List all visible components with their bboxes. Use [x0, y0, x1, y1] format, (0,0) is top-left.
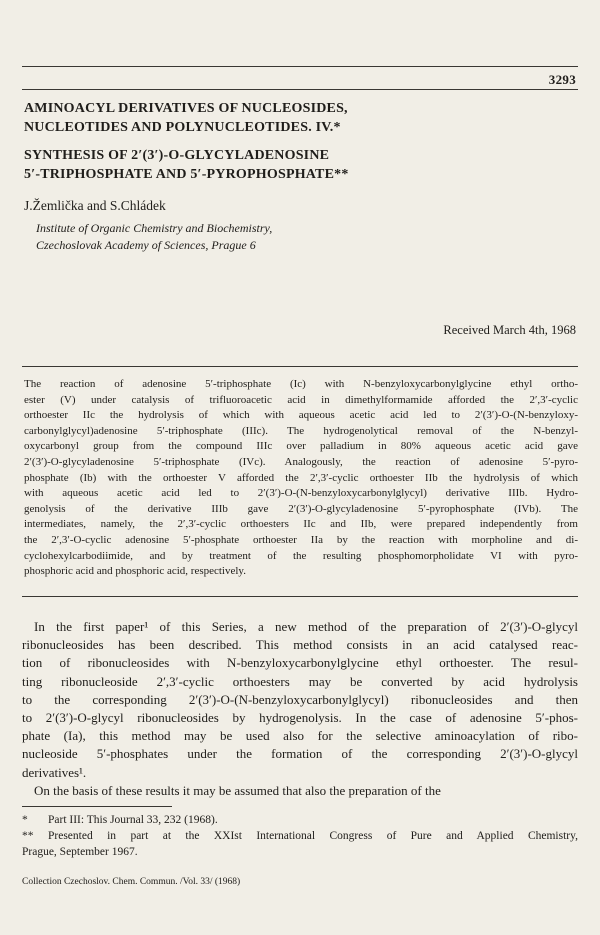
body-line: phate (Ia), this method may be used also for the selective aminoacylation of ribo-	[22, 728, 578, 744]
body-line: to 2′(3′)-O-glycyl ribonucleosides by hydrogenolysis. In the case of adenosine 5′-phos-	[22, 710, 578, 726]
abstract-line: oxycarbonyl group from the compound IIIc over palladium in 80% aqueous acetic acid gave	[24, 440, 578, 453]
subtitle-line: SYNTHESIS OF 2′(3′)-O-GLYCYLADENOSINE	[24, 148, 330, 163]
authors: J.Žemlička and S.Chládek	[24, 198, 166, 213]
abstract-line: with aqueous acetic acid led to 2′(3′)-O-(N-benzyloxycarbonylglycyl) derivative IIIb. Hydro-	[24, 487, 578, 500]
body-line: On the basis of these results it may be assumed that also the preparation of the	[34, 782, 441, 798]
abstract-line: genolysis of the derivative IIIb gave 2′(3′)-O-glycyladenosine 5′-pyrophosphate (IVb). The	[24, 502, 578, 515]
affiliation-line: Institute of Organic Chemistry and Biochemistry,	[36, 221, 273, 235]
footnote-mark: **	[22, 830, 34, 842]
abstract-line: cyclohexylcarbodiimide, and by treatment of the resulting phosphomorpholidate VI with pyro-	[24, 549, 578, 562]
title-line: AMINOACYL DERIVATIVES OF NUCLEOSIDES,	[24, 101, 348, 116]
abstract-rule-top	[22, 366, 578, 367]
abstract-line: intermediates, namely, the 2′,3′-cyclic orthoesters IIc and IIb, were prepared independently from	[24, 518, 578, 531]
body-line: In the first paper¹ of this Series, a new method of the preparation of 2′(3′)-O-glycyl	[34, 619, 578, 634]
footnotes	[22, 812, 578, 860]
title-line: NUCLEOTIDES AND POLYNUCLEOTIDES. IV.*	[24, 120, 341, 135]
footnote	[22, 812, 578, 828]
footnote-continuation	[22, 844, 578, 860]
abstract-line: The reaction of adenosine 5′-triphosphate (Ic) with N-benzyloxycarbonylglycine ethyl ortho-	[24, 378, 578, 390]
footnote-rule	[22, 806, 172, 807]
affiliation	[36, 220, 272, 254]
article-subtitle	[24, 146, 564, 184]
affiliation-line: Czechoslovak Academy of Sciences, Prague 6	[36, 238, 256, 252]
abstract-line: ester (V) under catalysis of trifluoroacetic acid in dimethylformamide afforded the 2′,3′-cyclic	[24, 393, 578, 406]
footnote-mark: *	[22, 814, 28, 826]
received-date: Received March 4th, 1968	[443, 323, 576, 337]
body-line: ting ribonucleoside 2′,3′-cyclic orthoesters may be converted by acid hydrolysis	[22, 673, 578, 689]
body-line: derivatives¹.	[22, 764, 87, 780]
journal-footer: Collection Czechoslov. Chem. Commun. /Vol. 33/ (1968)	[22, 877, 241, 887]
footnote	[22, 828, 578, 844]
footnote-text: Prague, September 1967.	[22, 846, 138, 858]
abstract-line: 2′(3′)-O-glycyladenosine 5′-triphosphate (IVc). Analogously, the reaction of adenosine 5′-pyro-	[24, 455, 578, 468]
body-line: tion of ribonucleosides with N-benzyloxycarbonylglycine ethyl orthoester. The resul-	[22, 655, 578, 671]
abstract	[24, 377, 578, 580]
abstract-line: phosphate (Ib) with the orthoester V afforded the 2′,3′-cyclic orthoester IIb the hydrolysis of which	[24, 471, 578, 484]
page-number: 3293	[548, 72, 576, 87]
body-text	[22, 618, 578, 800]
abstract-line: carbonylglycyl)adenosine 5′-triphosphate (IIIc). The hydrogenolytical removal of the N-benzyl-	[24, 424, 578, 437]
abstract-line: the 2′,3′-O-cyclic adenosine 5′-phosphate orthoester IIa by the reaction with morpholine and di-	[24, 533, 578, 546]
body-line: ribonucleosides has been described. This method consists in an acid catalysed reac-	[22, 637, 578, 653]
body-line: to the corresponding 2′(3′)-O-(N-benzyloxycarbonylglycyl) ribonucleosides and then	[22, 691, 578, 707]
abstract-line: phosphoric acid and phosphoric acid, respectively.	[24, 565, 246, 578]
abstract-rule-bottom	[22, 596, 578, 597]
header-rule-lower	[22, 89, 578, 90]
body-line: nucleoside 5′-phosphates under the formation of the corresponding 2′(3′)-O-glycyl	[22, 746, 578, 762]
header-rule	[22, 66, 578, 67]
article-title	[24, 99, 544, 137]
subtitle-line: 5′-TRIPHOSPHATE AND 5′-PYROPHOSPHATE**	[24, 167, 349, 182]
footnote-text: Part III: This Journal 33, 232 (1968).	[48, 814, 218, 826]
abstract-line: orthoester IIc the hydrolysis of which with aqueous acetic acid led to 2′(3′)-O-(N-benzyloxy-	[24, 409, 578, 422]
footnote-text: Presented in part at the XXIst International Congress of Pure and Applied Chemistry,	[48, 830, 578, 842]
